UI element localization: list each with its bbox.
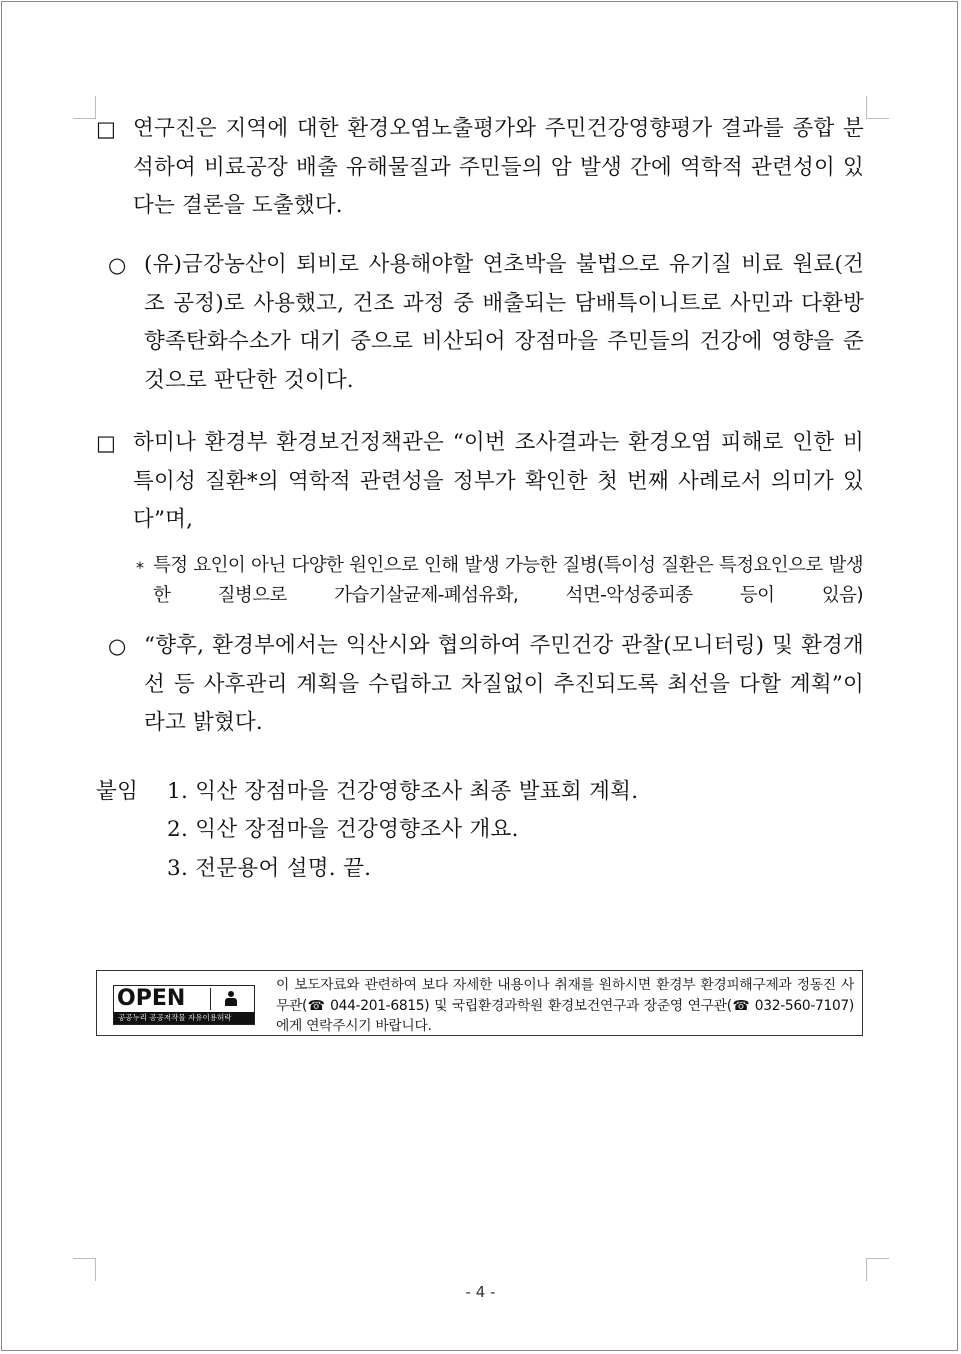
page-number: - 4 - xyxy=(465,1283,496,1301)
person-icon xyxy=(225,991,237,1007)
paragraph-official-statement: 하미나 환경부 환경보건정책관은 “이번 조사결과는 환경오염 피해로 인한 비특이성 질환*의 역학적 관련성을 정부가 확인한 첫 번째 사례로서 의미가 있다”며, xyxy=(133,430,864,532)
crop-mark-top-left xyxy=(73,96,96,119)
paragraph-future-plan: “향후, 환경부에서는 익산시와 협의하여 주민건강 관찰(모니터링) 및 환경개선 등 사후관리 계획을 수립하고 차질없이 추진되도록 최선을 다할 계획”이라고 밝혔다. xyxy=(144,633,864,735)
logo-attribution-mark xyxy=(210,988,251,1010)
logo-cell xyxy=(97,971,267,1035)
logo-word: OPEN xyxy=(117,986,186,1011)
circle-bullet-icon: ○ xyxy=(108,634,127,658)
contact-text: 이 보도자료와 관련하여 보다 자세한 내용이나 취재를 원하시면 환경부 환경피해구제과 정동진 사무관(☎ 044-201-6815) 및 국립환경과학원 환경보건연구과 장준영 연구관(☎ 032-560-7107)에게 연락주시기 바랍니다. xyxy=(276,977,854,1034)
attachment-item: 1. 익산 장점마을 건강영향조사 최종 발표회 계획. xyxy=(167,779,639,804)
footnote-nonspecific-disease: 특정 요인이 아닌 다양한 원인으로 인해 발생 가능한 질병(특이성 질환은 특정요인으로 발생한 질병으로 가습기살균제-폐섬유화, 석면-악성중피종 등이 있음) xyxy=(153,555,863,606)
attachment-item: 2. 익산 장점마을 건강영향조사 개요. xyxy=(167,817,519,842)
circle-bullet-icon: ○ xyxy=(108,253,127,277)
square-bullet-icon: □ xyxy=(96,431,116,455)
paragraph-cause-analysis: (유)금강농산이 퇴비로 사용해야할 연초박을 불법으로 유기질 비료 원료(건조 공정)로 사용했고, 건조 과정 중 배출되는 담배특이니트로 사민과 다환방향족탄화수소가 대기 중으로 비산되어 장점마을 주민들의 건강에 영향을 준 것으로 판단한 것이다. xyxy=(144,252,864,393)
attachments-label: 붙임 xyxy=(96,779,139,804)
square-bullet-icon: □ xyxy=(96,117,116,141)
open-license-logo xyxy=(113,985,255,1025)
paragraph-research-conclusion: 연구진은 지역에 대한 환경오염노출평가와 주민건강영향평가 결과를 종합 분석하여 비료공장 배출 유해물질과 주민들의 암 발생 간에 역학적 관련성이 있다는 결론을 도출했다. xyxy=(133,116,864,218)
crop-mark-top-right xyxy=(866,96,889,119)
crop-mark-bottom-right xyxy=(866,1258,889,1281)
crop-mark-bottom-left xyxy=(73,1258,96,1281)
footnote-mark: * xyxy=(136,558,144,577)
attachment-item: 3. 전문용어 설명. 끝. xyxy=(167,856,372,881)
logo-caption: 공공누리 공공저작물 자유이용허락 xyxy=(114,1012,254,1024)
